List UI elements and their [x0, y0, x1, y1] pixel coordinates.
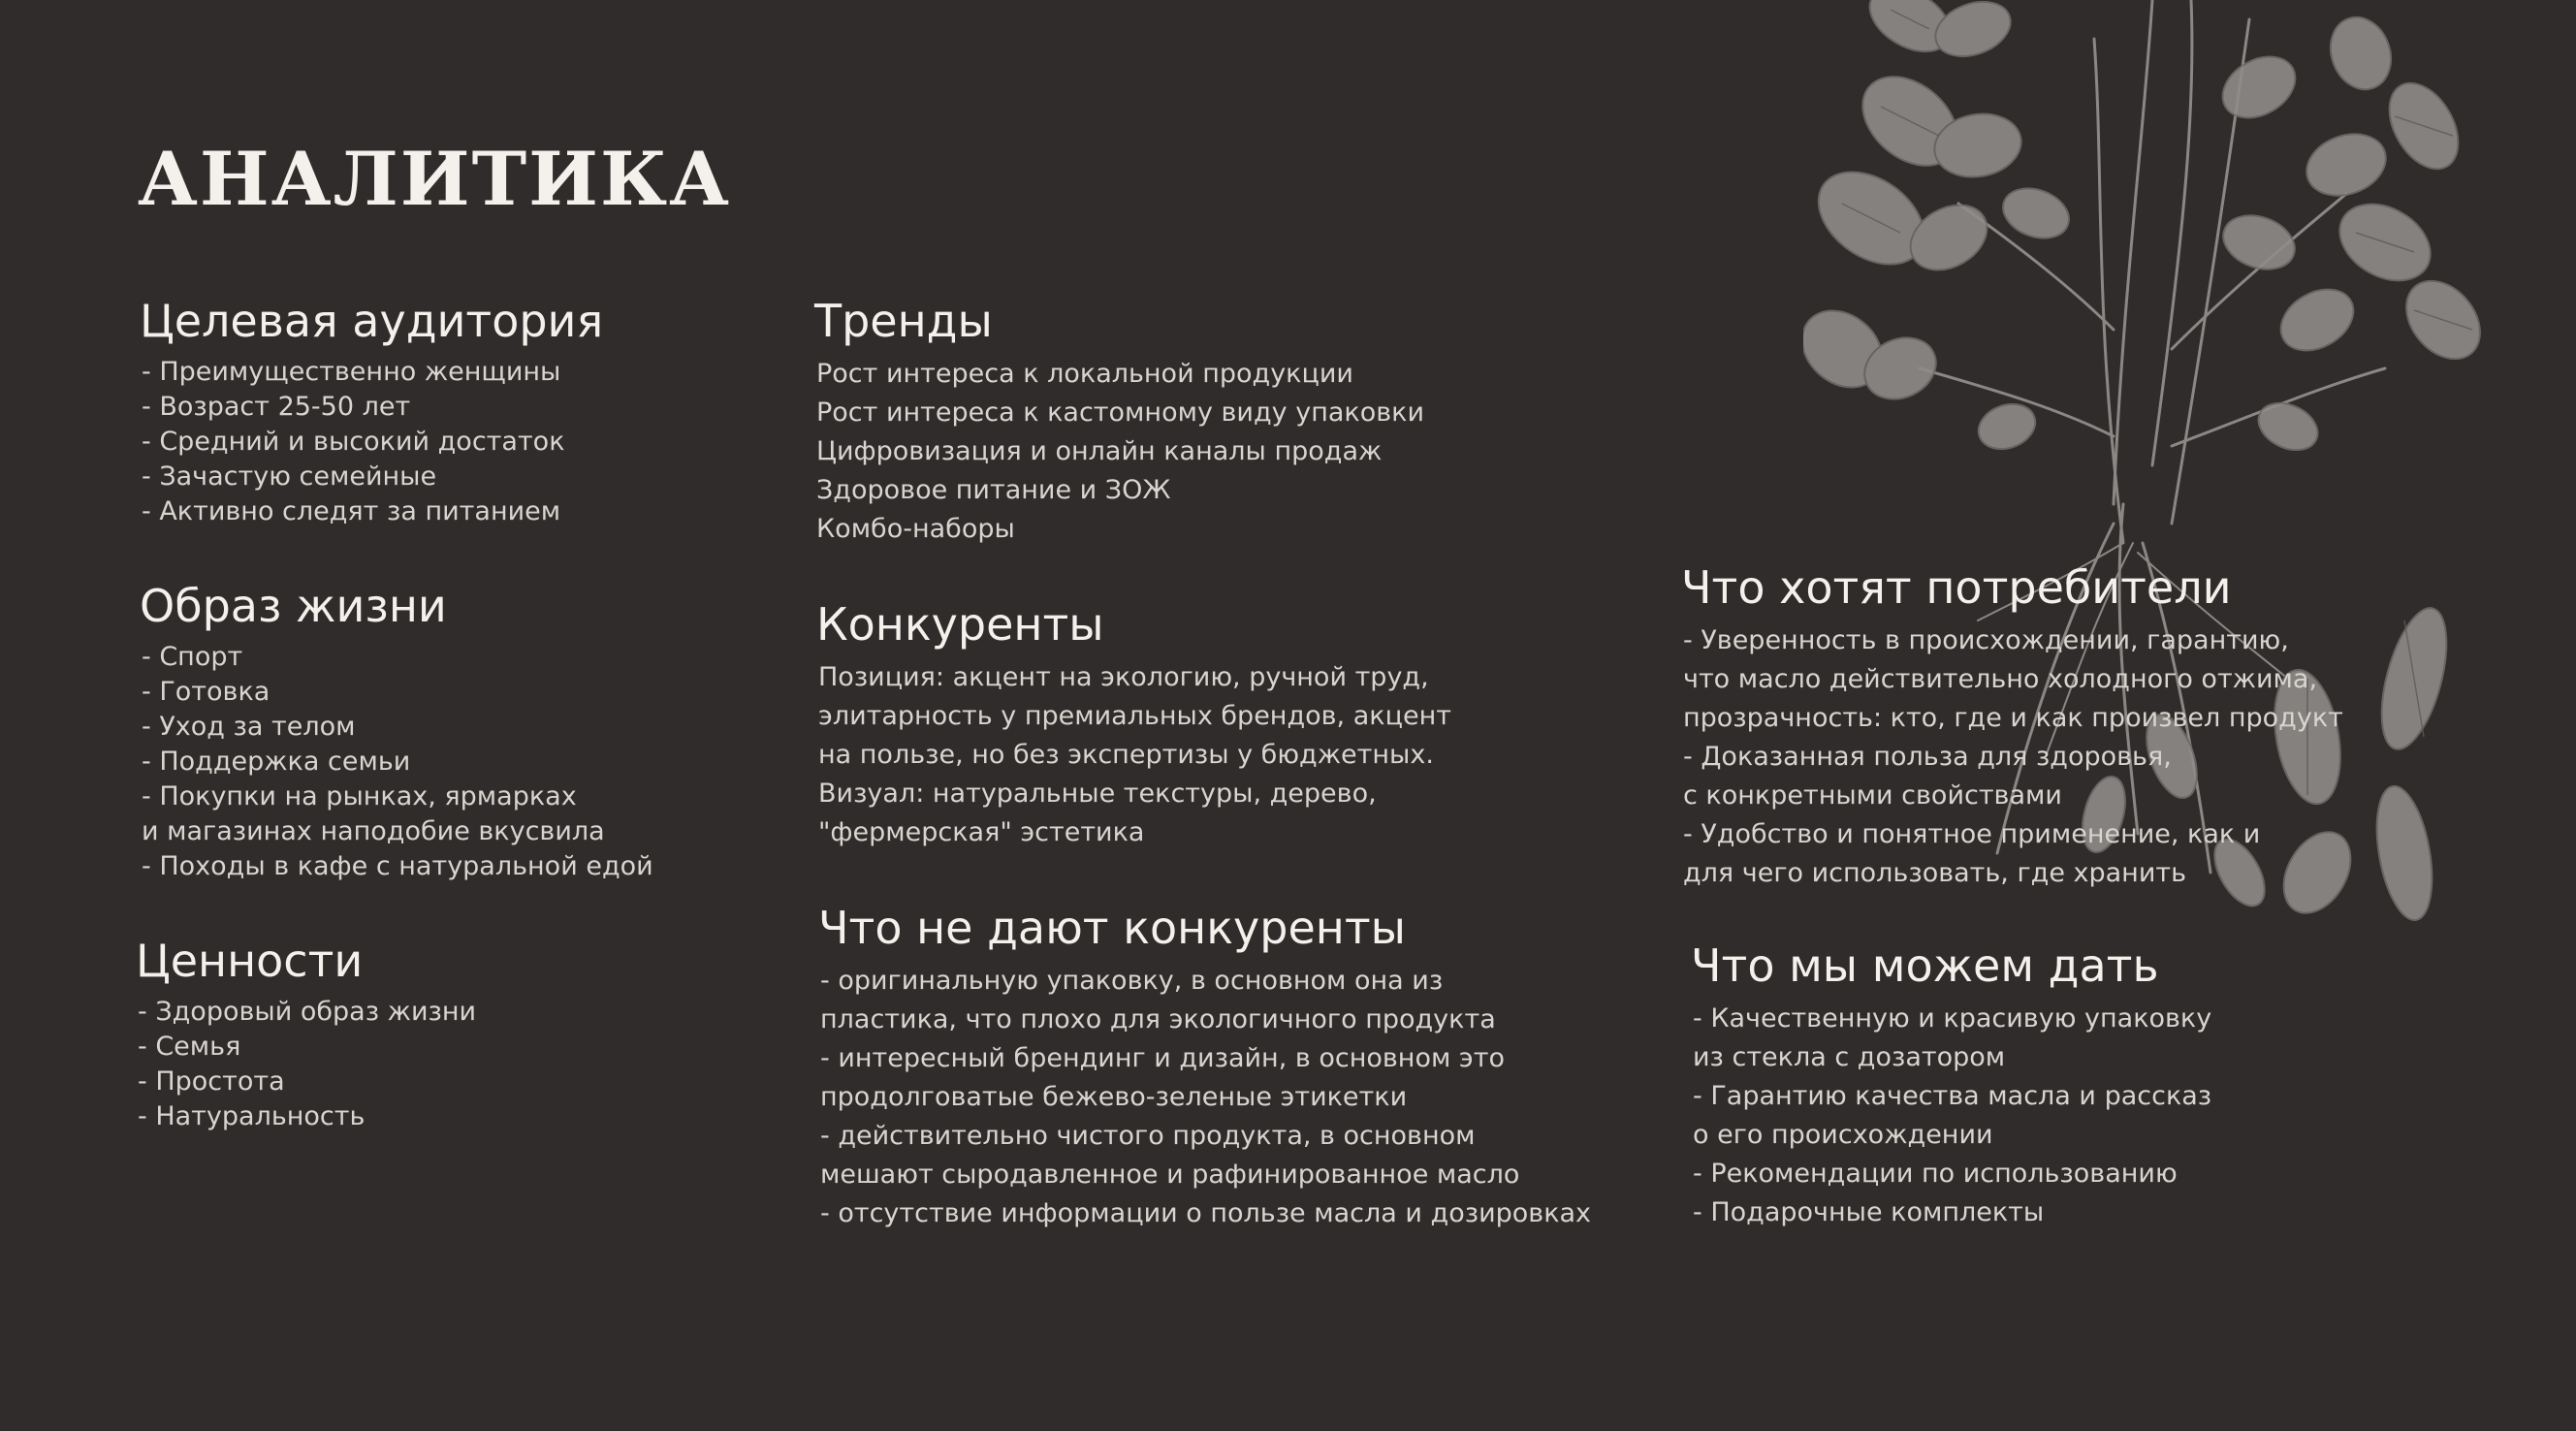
we-offer-section	[1691, 936, 2211, 1232]
consumer-wants-list	[1683, 621, 2343, 893]
list-item: - Преимущественно женщины	[142, 357, 561, 387]
list-item: что масло действительно холодного отжима,	[1683, 664, 2318, 694]
competitors-gap-heading: Что не дают конкуренты	[818, 902, 1406, 954]
list-item: - интересный брендинг и дизайн, в основном это	[820, 1043, 1505, 1073]
list-item: - Покупки на рынках, ярмарках	[142, 781, 577, 811]
list-item: для чего использовать, где хранить	[1683, 858, 2187, 888]
list-item: Здоровое питание и ЗОЖ	[816, 475, 1171, 505]
list-item: - Активно следят за питанием	[142, 496, 561, 526]
page-title: АНАЛИТИКА	[138, 136, 732, 222]
list-item: из стекла с дозатором	[1693, 1042, 2006, 1072]
values-section	[136, 931, 476, 1134]
list-item: Цифровизация и онлайн каналы продаж	[816, 436, 1383, 466]
competitors-section	[816, 594, 1451, 852]
list-item: и магазинах наподобие вкусвила	[142, 816, 605, 846]
trends-section	[814, 291, 1424, 549]
list-item: - Простота	[138, 1066, 285, 1097]
list-item: - Средний и высокий достаток	[142, 427, 565, 457]
list-item: о его происхождении	[1693, 1120, 1993, 1150]
list-item: продолговатые бежево-зеленые этикетки	[820, 1082, 1408, 1112]
list-item: - Готовка	[142, 677, 270, 707]
list-item: Рост интереса к кастомному виду упаковки	[816, 398, 1424, 428]
we-offer-heading: Что мы можем дать	[1691, 939, 2159, 992]
list-item: - оригинальную упаковку, в основном она из	[820, 966, 1444, 996]
list-item: - Спорт	[142, 642, 243, 672]
list-item: Визуал: натуральные текстуры, дерево,	[818, 779, 1377, 809]
values-list	[138, 995, 476, 1134]
competitors-heading: Конкуренты	[816, 598, 1104, 651]
consumer-wants-heading: Что хотят потребители	[1681, 561, 2232, 614]
list-item: на пользе, но без экспертизы у бюджетных.	[818, 740, 1434, 770]
list-item: Позиция: акцент на экологию, ручной труд,	[818, 662, 1429, 692]
trends-list	[816, 355, 1424, 549]
competitors-gap-section	[818, 898, 1591, 1233]
target-audience-section	[140, 291, 603, 529]
list-item: - Уход за телом	[142, 712, 356, 742]
list-item: с конкретными свойствами	[1683, 780, 2062, 811]
we-offer-list	[1693, 1000, 2211, 1232]
values-heading: Ценности	[136, 935, 364, 987]
list-item: - Гарантию качества масла и рассказ	[1693, 1081, 2212, 1111]
list-item: - Походы в кафе с натуральной едой	[142, 851, 653, 881]
lifestyle-list	[142, 640, 653, 884]
list-item: - действительно чистого продукта, в основном	[820, 1121, 1476, 1151]
list-item: "фермерская" эстетика	[818, 817, 1145, 847]
list-item: - Подарочные комплекты	[1693, 1197, 2045, 1227]
list-item: - Поддержка семьи	[142, 747, 411, 777]
list-item: - отсутствие информации о пользе масла и дозировках	[820, 1198, 1592, 1228]
list-item: - Доказанная польза для здоровья,	[1683, 742, 2172, 772]
list-item: - Зачастую семейные	[142, 461, 437, 492]
list-item: - Качественную и красивую упаковку	[1693, 1003, 2212, 1034]
list-item: элитарность у премиальных брендов, акцент	[818, 701, 1451, 731]
competitors-list	[818, 658, 1451, 852]
list-item: - Удобство и понятное применение, как и	[1683, 819, 2261, 849]
target-audience-heading: Целевая аудитория	[140, 295, 604, 347]
consumer-wants-section	[1681, 557, 2343, 893]
list-item: - Семья	[138, 1032, 241, 1062]
lifestyle-section	[140, 576, 653, 884]
list-item: пластика, что плохо для экологичного продукта	[820, 1004, 1496, 1034]
list-item: - Натуральность	[138, 1101, 366, 1131]
list-item: Рост интереса к локальной продукции	[816, 359, 1353, 389]
list-item: Комбо-наборы	[816, 514, 1015, 544]
competitors-gap-list	[820, 962, 1591, 1233]
list-item: - Уверенность в происхождении, гарантию,	[1683, 625, 2289, 655]
list-item: мешают сыродавленное и рафинированное масло	[820, 1160, 1520, 1190]
target-audience-list	[142, 355, 603, 529]
lifestyle-heading: Образ жизни	[140, 580, 447, 632]
list-item: - Возраст 25-50 лет	[142, 392, 411, 422]
list-item: - Рекомендации по использованию	[1693, 1159, 2178, 1189]
list-item: прозрачность: кто, где и как произвел продукт	[1683, 703, 2343, 733]
list-item: - Здоровый образ жизни	[138, 997, 477, 1027]
trends-heading: Тренды	[814, 295, 993, 347]
